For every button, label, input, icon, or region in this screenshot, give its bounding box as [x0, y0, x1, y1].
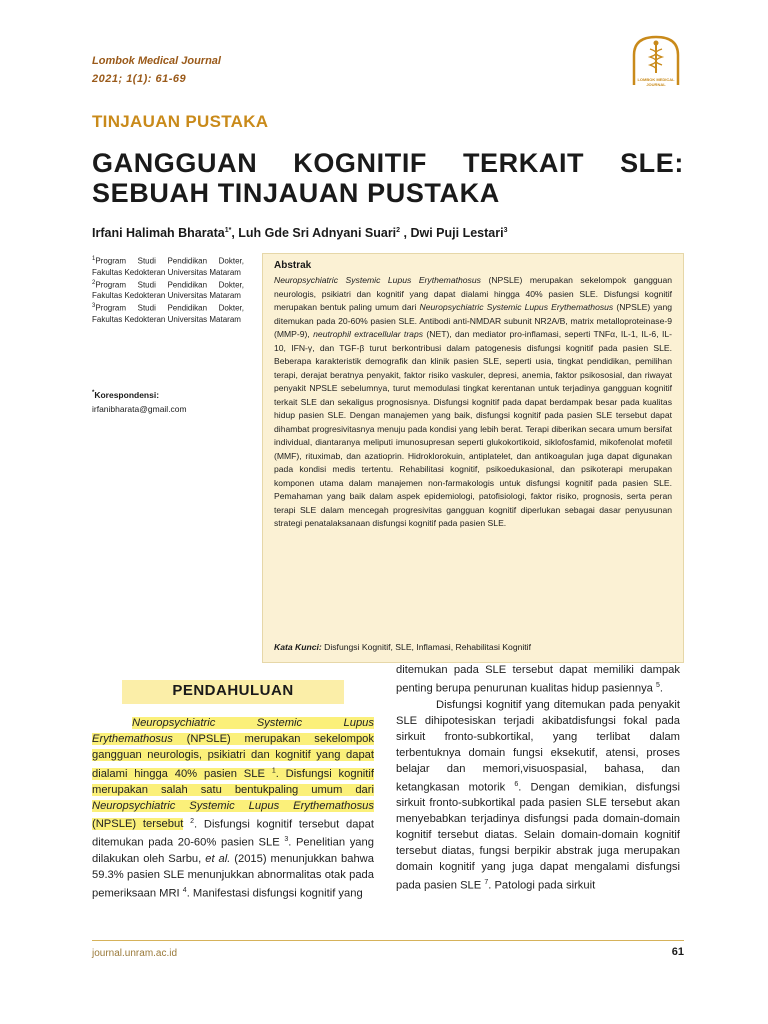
- affiliation-text: Program Studi Pendidikan Dokter, Fakultas Kedokteran Universitas Mataram: [92, 256, 244, 277]
- title-word: GANGGUAN: [92, 148, 258, 178]
- author-name: , Luh Gde Sri Adnyani Suari: [231, 226, 397, 240]
- article-title: [92, 148, 684, 208]
- body-span: . Manifestasi disfungsi kognitif yang: [186, 887, 363, 900]
- abstract-span: (NPSLE) merupakan sekelompok gangguan neurologis, psikiatri dan kognitif yang dapat dialami hingga 40% pasien SLE. Disfungsi kognitif merupakan bentuk paling umum dari: [274, 275, 673, 312]
- citation-sup: 7: [484, 879, 489, 887]
- correspondence-label: [92, 390, 159, 400]
- body-span: (2015) menunjukkan bahwa 59.3% pasien SLE menunjukkan abnormalitas otak pada pemeriksaan MRI: [92, 853, 374, 900]
- keywords-label: Kata Kunci:: [274, 642, 322, 652]
- body-span: (NPSLE) tersebut: [92, 818, 184, 831]
- body-span: . Disfungsi kognitif tersebut dapat ditemukan pada 20-60% pasien SLE: [92, 818, 375, 850]
- affiliation-text: Program Studi Pendidikan Dokter, Fakultas Kedokteran Universitas Mataram: [92, 280, 244, 301]
- affiliation-sup: 3: [92, 303, 96, 310]
- affiliation: [92, 254, 244, 278]
- keywords-text: Disfungsi Kognitif, SLE, Inflamasi, Rehabilitasi Kognitif: [321, 642, 531, 652]
- abstract-span: (NPSLE) yang ditemukan pada 20-60% pasien SLE. Antibodi anti-NMDAR subunit NR2A/B, matrix metalloproteinase-9 (MMP-9),: [274, 302, 672, 339]
- affiliation-sup: 2: [92, 279, 96, 286]
- citation-sup: 5: [656, 682, 660, 689]
- title-line-2: SEBUAH TINJAUAN PUSTAKA: [92, 178, 500, 208]
- abstract-italic: Neuropsychiatric Systemic Lupus Erythemathosus: [274, 275, 481, 285]
- title-word: KOGNITIF: [293, 148, 428, 178]
- body-column-left: [92, 715, 374, 902]
- body-span: ditemukan pada SLE tersebut dapat memiliki dampak penting berupa penurunan kualitas hidup pasiennya: [396, 664, 680, 695]
- abstract-italic: Neuropsychiatric Systemic Lupus Erythemathosus: [419, 302, 614, 312]
- body-span: . Dengan demikian, disfungsi sirkuit fronto-subkortikal pada pasien SLE tersebut akan menyebabkan terjadinya disfungsi pada domain-domain kognitif tersebut diatas. Selain domain-domain kognitif tersebut diatas, fungsi berpikir abstrak juga merupakan domain kognitif yang juga dapat mengalami disfungsi pada pasien SLE: [396, 781, 680, 893]
- citation-sup: 4: [182, 887, 187, 895]
- keywords: [274, 642, 531, 652]
- title-line-1: [92, 148, 684, 178]
- author-sup: 1*: [224, 226, 232, 234]
- body-span: . Penelitian yang dilakukan oleh Sarbu,: [92, 837, 374, 866]
- citation-sup: 3: [284, 836, 289, 844]
- footer-url[interactable]: journal.unram.ac.id: [92, 948, 178, 959]
- section-tag: TINJAUAN PUSTAKA: [92, 112, 269, 131]
- title-word: TERKAIT: [462, 148, 585, 178]
- journal-issue: 2021; 1(1): 61-69: [92, 73, 187, 85]
- intro-heading: PENDAHULUAN: [172, 682, 294, 699]
- author-name: Irfani Halimah Bharata: [92, 226, 225, 240]
- body-italic: Neuropsychiatric Systemic Lupus Erythemathosus: [92, 717, 374, 745]
- citation-sup: 6: [514, 780, 519, 788]
- abstract-text: [274, 274, 672, 531]
- highlight: [92, 717, 374, 830]
- affiliation-text: Program Studi Pendidikan Dokter, Fakultas Kedokteran Universitas Mataram: [92, 303, 244, 324]
- citation-sup: 1: [271, 767, 276, 774]
- page-number: 61: [671, 946, 684, 958]
- journal-name: Lombok Medical Journal: [92, 55, 221, 67]
- affiliation: [92, 301, 244, 325]
- abstract-italic: neutrophil extracellular traps: [313, 329, 424, 339]
- journal-logo: [628, 33, 684, 89]
- correspondence-label-text: Korespondensi:: [94, 390, 160, 400]
- author-name: , Dwi Puji Lestari: [400, 226, 504, 240]
- affiliation: [92, 278, 244, 302]
- body-span: . Patologi pada sirkuit: [488, 880, 596, 893]
- abstract-box: [262, 253, 684, 663]
- logo-text: LOMBOK MEDICAL JOURNAL: [637, 77, 675, 87]
- author-list: [92, 226, 507, 240]
- body-span: .: [659, 682, 664, 695]
- intro-heading-box: [122, 680, 344, 704]
- body-italic: et al.: [205, 853, 231, 866]
- citation-sup: 2: [190, 817, 194, 825]
- body-italic: Neuropsychiatric Systemic Lupus Erythemathosus: [92, 799, 374, 812]
- footer-divider: [92, 940, 684, 941]
- abstract-title: Abstrak: [274, 260, 312, 271]
- author-sup: 3: [503, 226, 508, 234]
- abstract-span: (NET), dan mediator pro-inflamasi, seperti TNFα, IL-1, IL-6, IL-10, IFN-γ, dan TGF-β turut berkontribusi dalam patogenesis disfungsi kognitif pada pasien SLE. Beberapa karakteristik demografik dan klinik pasien SLE, seperti usia, tingkat pendidikan, pemilihan terapi, derajat beratnya penyakit, faktor risiko vaskuler, depresi, anemia, faktor psikososial, dan riwayat penyakit NPSLE sebelumnya, turut memodulasi tingkat kerentanan untuk terjadinya gangguan kognitif terkait SLE dan sekaligus prognosisnya. Disfungsi kognitif pada dapat berdampak besar pada kualitas hidup pasien SLE. Dengan manajemen yang baik, disfungsi kognitif pada pasien SLE tersebut dapat dihambat progresivitasnya menuju pada kondisi yang lebih berat. Terapi diberikan secara umum bersifat individual, diantaranya meliputi imunosupresan seperti glukokortikoid, siklofosfamid, mikofenolat mofetil (MMF), rituximab, dan azatioprin. Hidroklorokuin, antiplatelet, dan antikoagulan juga dapat digunakan pada kondisi medis tertentu. Rehabilitasi kognitif, psikoedukasional, dan psikoterapi merupakan komponen utama dalam manajemen non-farmakologis untuk disfungsi kognitif pada pasien SLE. Pemahaman yang baik dalam aspek epidemiologi, patofisiologi, faktor risiko, prognosis, serta peran terapi SLE dalam mencegah progresivitas gangguan kognitif diperlukan sebagai dasar penyusunan strategi penatalaksanaan disfungsi kognitif pada pasien SLE.: [274, 329, 672, 528]
- body-span: . Disfungsi kognitif merupakan salah satu bentukpaling umum dari: [92, 767, 374, 796]
- body-span: (NPSLE) merupakan sekelompok gangguan neurologis, psikiatri dan kognitif yang dapat dialami hingga 40% pasien SLE: [92, 733, 374, 780]
- affiliations: [92, 254, 244, 325]
- body-column-right: [396, 662, 680, 894]
- author-sup: 2: [396, 226, 401, 234]
- correspondence-sup: *: [92, 390, 95, 397]
- affiliation-sup: 1: [92, 256, 96, 262]
- title-word: SLE:: [620, 148, 684, 178]
- body-span: Disfungsi kognitif yang ditemukan pada penyakit SLE dihipotesiskan terjadi akibatdisfungsi fokal pada sirkuit fronto-subkortikal, yang terlibat dalam terbentuknya domain fungsi eksekutif, atensi, proses belajar dan memori,visuospasial, bahasa, dan ketangkasan motorik: [396, 698, 680, 794]
- correspondence-email[interactable]: irfanibharata@gmail.com: [92, 404, 187, 414]
